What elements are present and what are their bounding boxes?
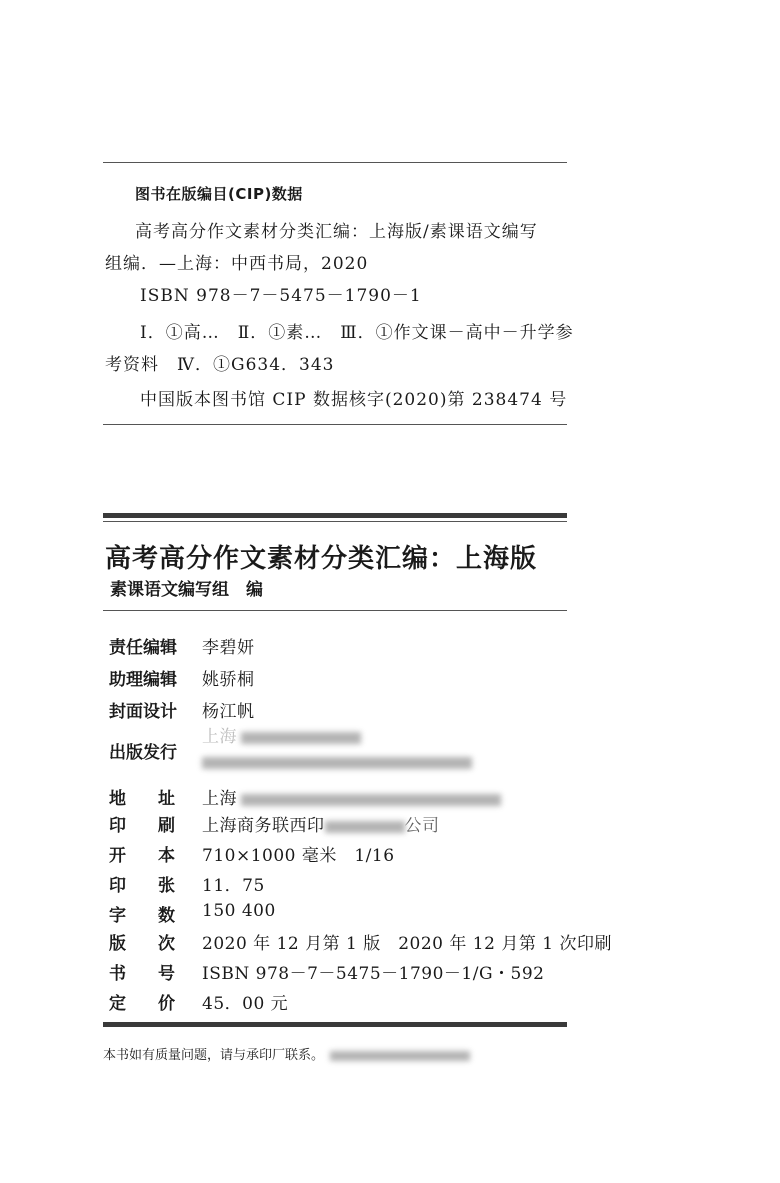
word-count-value: 150 400 — [202, 901, 276, 921]
sheets-label: 印张 — [109, 876, 207, 896]
edition-value: 2020 年 12 月第 1 版 2020 年 12 月第 1 次印刷 — [202, 934, 612, 954]
book-author: 素课语文编写组 编 — [110, 580, 263, 600]
cip-publisher-line: 组编．—上海：中西书局，2020 — [105, 254, 369, 274]
cip-title-line: 高考高分作文素材分类汇编：上海版/素课语文编写 — [135, 222, 538, 242]
publisher-value-text: 上海 — [202, 727, 237, 747]
editor-value: 李碧妍 — [202, 638, 255, 658]
format-label: 开本 — [109, 846, 207, 866]
details-bottom-thick-rule — [103, 1022, 567, 1027]
redacted-address — [241, 794, 501, 806]
format-value: 710×1000 毫米 1/16 — [202, 846, 395, 866]
redacted-contact — [330, 1051, 470, 1061]
redacted-printer — [325, 821, 405, 833]
cip-classification-line-2: 考资料 Ⅳ．①G634．343 — [105, 355, 335, 375]
address-label: 地址 — [109, 789, 207, 809]
cover-design-value: 杨江帆 — [202, 702, 255, 722]
publisher-value — [202, 722, 361, 747]
cover-design-label: 封面设计 — [109, 702, 177, 722]
printer-value — [202, 811, 440, 836]
cip-record-number: 中国版本图书馆 CIP 数据核字(2020)第 238474 号 — [140, 390, 568, 410]
cip-heading: 图书在版编目(CIP)数据 — [135, 185, 303, 203]
redacted-address-bar — [202, 757, 472, 769]
title-top-thin-rule — [103, 521, 567, 522]
printer-value-tail: 公司 — [404, 816, 440, 836]
price-value: 45．00 元 — [202, 994, 289, 1014]
assistant-editor-label: 助理编辑 — [109, 670, 177, 690]
footer-text: 本书如有质量问题，请与承印厂联系。 — [103, 1048, 325, 1063]
address-value-text: 上海 — [202, 789, 237, 809]
book-title: 高考高分作文素材分类汇编：上海版 — [105, 544, 538, 574]
redacted-publisher-address — [202, 752, 472, 771]
editor-label: 责任编辑 — [109, 638, 177, 658]
printer-value-text: 上海商务联西印 — [202, 816, 325, 836]
address-value — [202, 784, 501, 809]
isbn-value: ISBN 978－7－5475－1790－1/G・592 — [202, 964, 545, 984]
cip-top-rule — [103, 162, 567, 163]
publisher-label: 出版发行 — [109, 743, 177, 763]
quality-contact-note — [103, 1044, 470, 1063]
cip-isbn-line: ISBN 978－7－5475－1790－1 — [140, 286, 422, 306]
isbn-label: 书号 — [109, 964, 207, 984]
price-label: 定价 — [109, 994, 207, 1014]
word-count-label: 字数 — [109, 906, 207, 926]
title-bottom-rule — [103, 610, 567, 611]
title-top-thick-rule — [103, 513, 567, 518]
cip-classification-line: Ⅰ．①高… Ⅱ．①素… Ⅲ．①作文课－高中－升学参 — [140, 323, 574, 343]
cip-bottom-rule — [103, 424, 567, 425]
edition-label: 版次 — [109, 934, 207, 954]
sheets-value: 11．75 — [202, 876, 265, 896]
printer-label: 印刷 — [109, 816, 207, 836]
assistant-editor-value: 姚骄桐 — [202, 670, 255, 690]
redacted-publisher — [241, 732, 361, 744]
